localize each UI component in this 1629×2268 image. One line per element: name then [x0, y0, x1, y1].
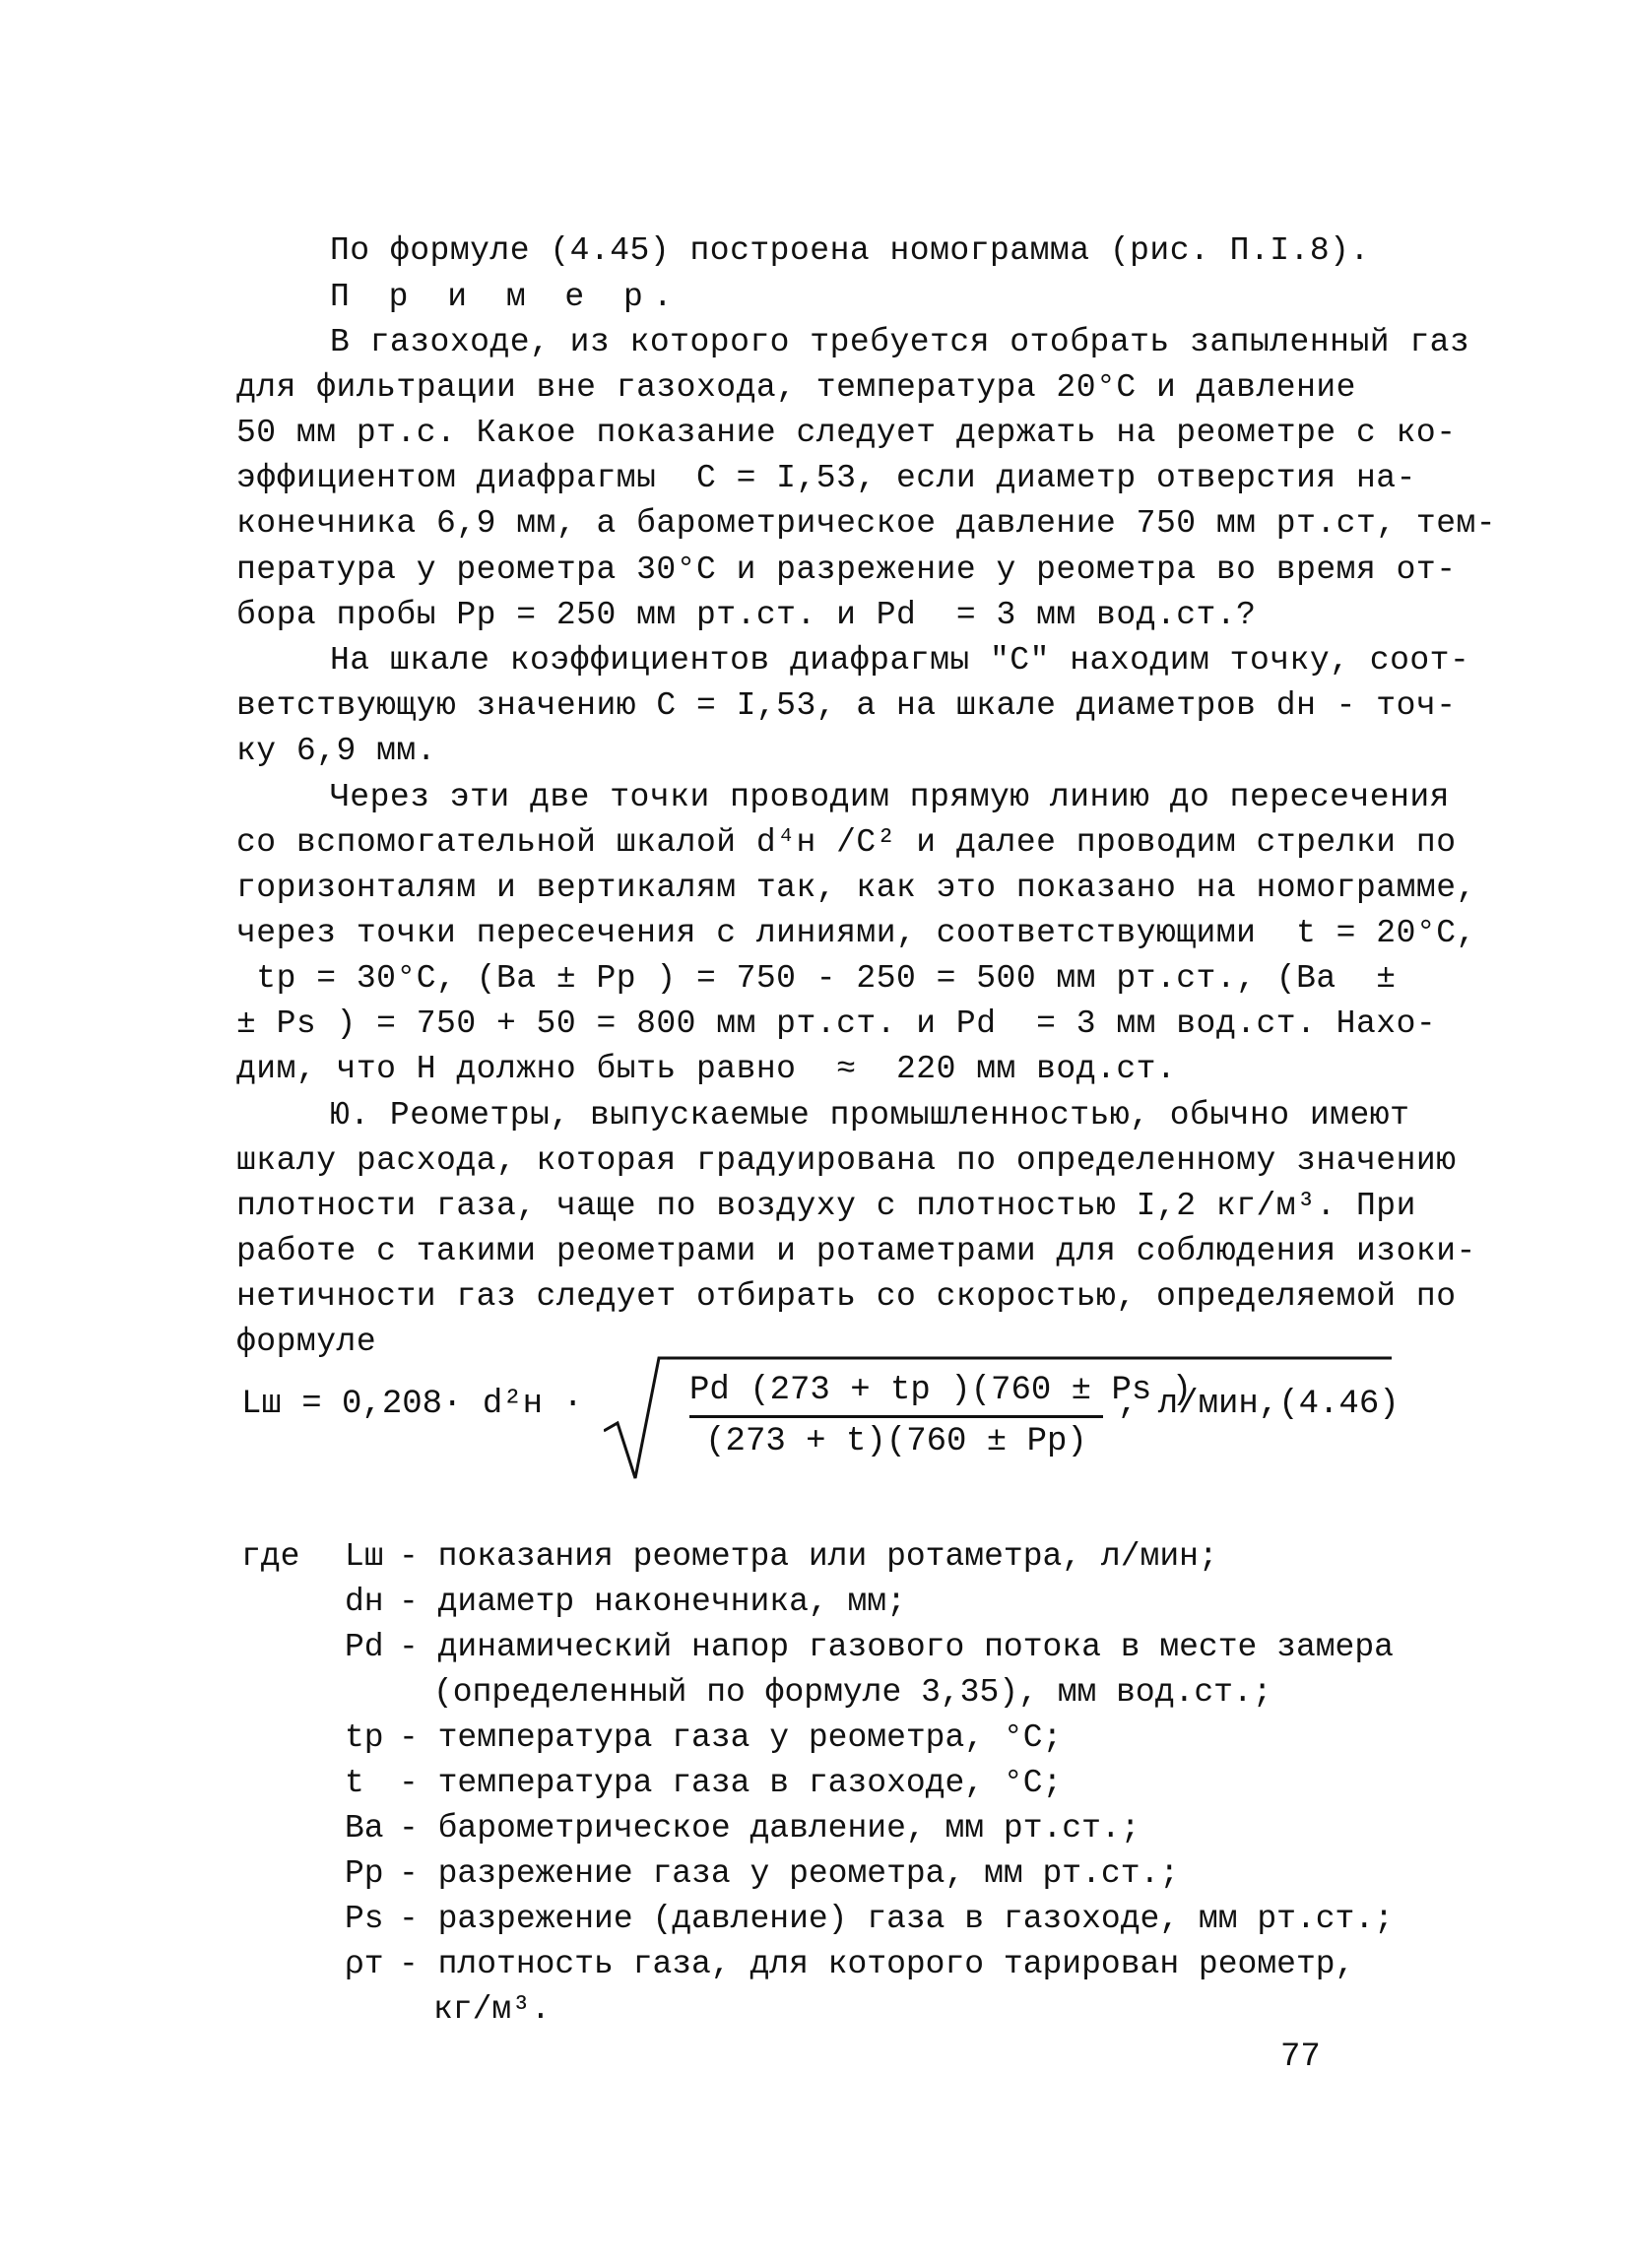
legend-symbol: Ps [345, 1901, 384, 1937]
text-line: 50 мм рт.с. Какое показание следует держать на реометре с ко- [236, 415, 1457, 451]
example-heading: П р и м е р. [330, 279, 683, 315]
text-line: работе с такими реометрами и ротаметрами для соблюдения изоки- [236, 1233, 1476, 1269]
legend-text: - барометрическое давление, мм рт.ст.; [399, 1810, 1140, 1847]
text-line: ± Ps ) = 750 + 50 = 800 мм рт.ст. и Pd = 3 мм вод.ст. Нахо- [236, 1005, 1437, 1042]
text-line: плотности газа, чаще по воздуху с плотностью I,2 кг/м³. При [236, 1188, 1416, 1224]
legend-text: кг/м³. [433, 1991, 551, 2028]
text-line: горизонталям и вертикалям так, как это показано на номограмме, [236, 870, 1476, 906]
legend-text: - разрежение (давление) газа в газоходе, мм рт.ст.; [399, 1901, 1394, 1937]
text-line: конечника 6,9 мм, а барометрическое давление 750 мм рт.ст, тем- [236, 505, 1497, 542]
formula-4-46 [241, 1354, 1403, 1482]
text-line: ветствующую значению С = I,53, а на шкале диаметров dн - точ- [236, 687, 1457, 724]
page-number: 77 [1280, 2039, 1321, 2076]
legend-symbol: Ва [345, 1810, 384, 1847]
legend-text: - температура газа в газоходе, °С; [399, 1765, 1063, 1801]
text-line: В газоходе, из которого требуется отобрать запыленный газ [330, 324, 1470, 360]
text-line: По формуле (4.45) построена номограмма (рис. П.I.8). [330, 232, 1370, 269]
text-line: пература у реометра 30°С и разрежение у реометра во время от- [236, 551, 1457, 588]
fraction-bar [689, 1415, 1103, 1418]
legend-symbol: tр [345, 1719, 384, 1756]
legend-symbol: dн [345, 1584, 384, 1620]
text-line: эффициентом диафрагмы С = I,53, если диаметр отверстия на- [236, 460, 1416, 496]
formula-units-number: , л/мин,(4.46) [1118, 1386, 1400, 1423]
legend-text: - температура газа у реометра, °С; [399, 1719, 1063, 1756]
legend-text: (определенный по формуле 3,35), мм вод.ст.; [433, 1674, 1272, 1711]
legend-text: - разрежение газа у реометра, мм рт.ст.; [399, 1855, 1180, 1892]
text-line: дим, что Н должно быть равно ≈ 220 мм вод.ст. [236, 1051, 1177, 1087]
legend-text: - показания реометра или ротаметра, л/мин; [399, 1538, 1218, 1575]
legend-where: где [241, 1538, 300, 1575]
legend-symbol: Lш [345, 1538, 384, 1575]
text-line: Ю. Реометры, выпускаемые промышленностью, обычно имеют [330, 1097, 1410, 1134]
formula-denominator: (273 + t)(760 ± Pр) [705, 1423, 1087, 1460]
text-line: Через эти две точки проводим прямую линию до пересечения [330, 779, 1450, 815]
text-line: бора пробы Pр = 250 мм рт.ст. и Pd = 3 мм вод.ст.? [236, 597, 1257, 633]
text-line: для фильтрации вне газохода, температура 20°С и давление [236, 369, 1356, 406]
legend-symbol: Pр [345, 1855, 384, 1892]
legend-text: - динамический напор газового потока в месте замера [399, 1629, 1394, 1665]
legend-text: - плотность газа, для которого тарирован реометр, [399, 1946, 1355, 1982]
text-line: нетичности газ следует отбирать со скоростью, определяемой по [236, 1278, 1457, 1315]
legend-symbol: ρт [345, 1946, 384, 1982]
text-line: ку 6,9 мм. [236, 733, 437, 769]
text-line: через точки пересечения с линиями, соответствующими t = 20°С, [236, 915, 1476, 951]
text-line: tр = 30°С, (Ва ± Pр ) = 750 - 250 = 500 мм рт.ст., (Ва ± [236, 960, 1397, 997]
legend-text: - диаметр наконечника, мм; [399, 1584, 906, 1620]
text-line: формуле [236, 1324, 377, 1360]
text-line: шкалу расхода, которая градуирована по определенному значению [236, 1142, 1457, 1179]
text-line: со вспомогательной шкалой d⁴н /С² и далее проводим стрелки по [236, 824, 1457, 861]
text-line: На шкале коэффициентов диафрагмы "С" находим точку, соот- [330, 642, 1470, 679]
formula-lhs: Lш = 0,208· d²н · [241, 1386, 583, 1423]
legend-symbol: t [345, 1765, 364, 1801]
legend-symbol: Pd [345, 1629, 384, 1665]
formula-numerator: Pd (273 + tр )(760 ± Ps ) [689, 1372, 1193, 1409]
